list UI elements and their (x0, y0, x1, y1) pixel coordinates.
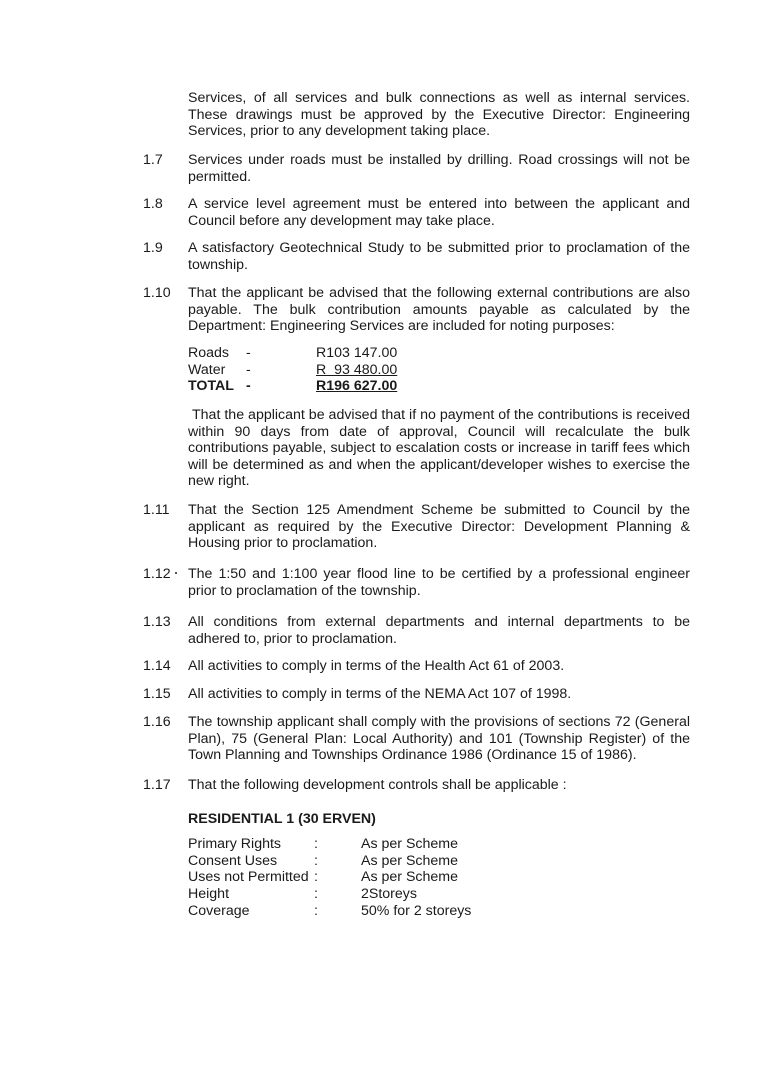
item-text-1-12: The 1:50 and 1:100 year flood line to be certified by a professional engineer prior to proclamation of the township. (188, 566, 690, 599)
item-text-1-14: All activities to comply in terms of the Health Act 61 of 2003. (188, 658, 565, 674)
item-number-1-11: 1.11 (143, 502, 170, 518)
control-colon: : (314, 836, 318, 852)
control-value: As per Scheme (361, 853, 458, 869)
contribution-total-value: R196 627.00 (316, 378, 398, 394)
control-label: Primary Rights (188, 836, 282, 852)
item-text-1-10: That the applicant be advised that the following external contributions are also payable. The bulk contribution amounts payable as calculated by the Department: Engineering Services are included for noting purposes: (188, 285, 690, 335)
contribution-value: R 93 480.00 (316, 362, 398, 378)
item-number-1-12: 1.12 (143, 566, 171, 582)
item-number-1-10: 1.10 (143, 285, 171, 301)
item-number-1-17: 1.17 (143, 777, 171, 793)
residential-heading: RESIDENTIAL 1 (30 ERVEN) (188, 811, 376, 827)
item-number-1-8: 1.8 (143, 196, 163, 212)
item-number-1-15: 1.15 (143, 686, 171, 702)
contribution-total-label: TOTAL (188, 378, 234, 394)
contribution-dash: - (246, 345, 251, 361)
control-value: 2Storeys (361, 886, 417, 902)
contribution-label: Water (188, 362, 226, 378)
control-label: Coverage (188, 903, 250, 919)
contribution-value: R103 147.00 (316, 345, 398, 361)
item-text-1-15: All activities to comply in terms of the NEMA Act 107 of 1998. (188, 686, 572, 702)
item-text-1-11: That the Section 125 Amendment Scheme be submitted to Council by the applicant as required by the Executive Director: Development Planning & Housing prior to proclamation. (188, 502, 690, 552)
item-number-1-16: 1.16 (143, 714, 171, 730)
control-colon: : (314, 886, 318, 902)
item-text-1-13: All conditions from external departments and internal departments to be adhered to, prior to proclamation. (188, 614, 690, 647)
control-colon: : (314, 853, 318, 869)
contribution-note: That the applicant be advised that if no payment of the contributions is received within 90 days from date of approval, Council will recalculate the bulk contributions payable, subject to escalation costs or increase in tariff fees which will be determined as and when the applicant/developer wishes to exercise the new right. (188, 407, 690, 490)
scan-speck (175, 572, 177, 574)
contribution-label: Roads (188, 345, 230, 361)
intro-paragraph: Services, of all services and bulk connections as well as internal services. These drawings must be approved by the Executive Director: Engineering Services, prior to any development taking place. (188, 90, 690, 140)
control-label: Uses not Permitted (188, 869, 309, 885)
item-text-1-17: That the following development controls shall be applicable : (188, 777, 567, 793)
contribution-total-dash: - (246, 378, 251, 394)
item-number-1-9: 1.9 (143, 240, 163, 256)
control-label: Height (188, 886, 230, 902)
control-value: 50% for 2 storeys (361, 903, 472, 919)
control-colon: : (314, 903, 318, 919)
control-value: As per Scheme (361, 836, 458, 852)
control-value: As per Scheme (361, 869, 458, 885)
item-number-1-7: 1.7 (143, 152, 163, 168)
item-number-1-13: 1.13 (143, 614, 171, 630)
item-number-1-14: 1.14 (143, 658, 171, 674)
item-text-1-7: Services under roads must be installed by drilling. Road crossings will not be permitted. (188, 152, 690, 185)
control-colon: : (314, 869, 318, 885)
item-text-1-9: A satisfactory Geotechnical Study to be submitted prior to proclamation of the township. (188, 240, 690, 273)
item-text-1-8: A service level agreement must be entered into between the applicant and Council before any development may take place. (188, 196, 690, 229)
item-text-1-16: The township applicant shall comply with the provisions of sections 72 (General Plan), 75 (General Plan: Local Authority) and 101 (Township Register) of the Town Planning and Townships Ordinance 1986 (Ordinance 15 of 1986). (188, 714, 690, 764)
control-label: Consent Uses (188, 853, 278, 869)
contribution-dash: - (246, 362, 251, 378)
